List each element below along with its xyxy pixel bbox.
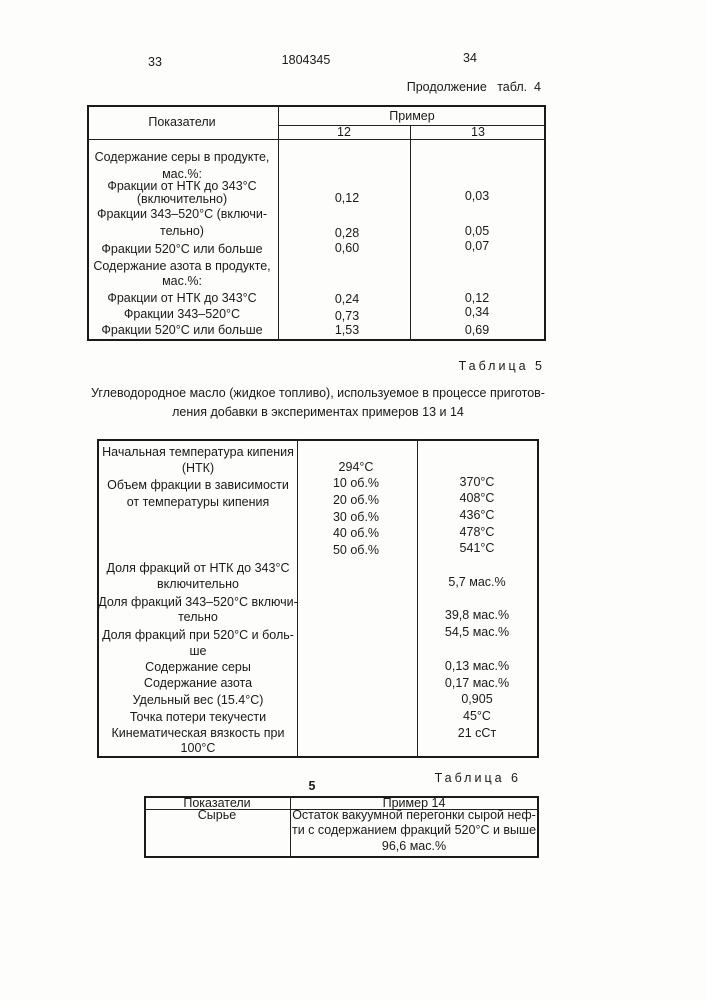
row-label: Точка потери текучести: [130, 710, 266, 724]
cell-value: 0,17 мас.%: [445, 676, 509, 690]
cell-value: 408°C: [460, 491, 495, 505]
cell-value: 0,07: [465, 239, 489, 253]
cell-value: Остаток вакуумной перегонки сырой неф-: [292, 808, 536, 822]
cell-value: 0,34: [465, 305, 489, 319]
row-label: Содержание серы в продукте,: [95, 150, 270, 164]
cell-value: 541°C: [460, 541, 495, 555]
cell-value: 10 об.%: [333, 476, 379, 490]
cell-value: 294°C: [339, 460, 374, 474]
row-label: Фракции 520°C или больше: [101, 242, 262, 256]
cell-value: 54,5 мас.%: [445, 625, 509, 639]
column-header-example: Пример: [389, 109, 434, 123]
row-label: мас.%:: [162, 167, 202, 181]
column-header-indicators: Показатели: [183, 796, 250, 810]
table5-title-line1: Углеводородное масло (жидкое топливо), используемое в процессе приготов-: [91, 386, 545, 400]
cell-value: 0,28: [335, 226, 359, 240]
cell-value: 50 об.%: [333, 543, 379, 557]
row-label: Фракции 343–520°C (включи-: [97, 207, 267, 221]
row-label: Фракции 520°C или больше: [101, 323, 262, 337]
table5-title-line2: ления добавки в экспериментах примеров 13 и 14: [172, 405, 464, 419]
cell-value: 45°C: [463, 709, 491, 723]
cell-value: 20 об.%: [333, 493, 379, 507]
cell-value: 96,6 мас.%: [382, 839, 446, 853]
row-label: 100°C: [181, 741, 216, 755]
table5-caption: Таблица 5: [459, 359, 545, 373]
row-label: мас.%:: [162, 274, 202, 288]
cell-value: ти с содержанием фракций 520°C и выше: [292, 823, 536, 837]
table4-continuation: Продолжение табл. 4: [407, 80, 541, 94]
cell-value: 478°C: [460, 525, 495, 539]
row-label: тельно): [160, 224, 204, 238]
cell-value: 1,53: [335, 323, 359, 337]
cell-value: 0,03: [465, 189, 489, 203]
cell-value: 0,13 мас.%: [445, 659, 509, 673]
row-label: тельно: [178, 610, 218, 624]
cell-value: 0,69: [465, 323, 489, 337]
cell-value: 370°C: [460, 475, 495, 489]
row-label: Содержание азота: [144, 676, 252, 690]
column-header-example-14: Пример 14: [383, 796, 446, 810]
row-label: Содержание серы: [145, 660, 251, 674]
column-header-indicators: Показатели: [148, 115, 215, 129]
cell-value: 0,24: [335, 292, 359, 306]
row-label: Удельный вес (15.4°C): [133, 693, 264, 707]
cell-value: 0,60: [335, 241, 359, 255]
page-number-left: 33: [148, 55, 162, 69]
margin-line-number: 5: [309, 779, 316, 793]
cell-value: 39,8 мас.%: [445, 608, 509, 622]
row-label: ше: [190, 644, 207, 658]
row-label: Фракции от НТК до 343°C: [107, 179, 256, 193]
row-label: Доля фракций от НТК до 343°C: [107, 561, 290, 575]
row-label: Объем фракции в зависимости: [107, 478, 289, 492]
row-label: (НТК): [182, 461, 214, 475]
row-label: (включительно): [137, 192, 227, 206]
row-label: Фракции 343–520°C: [124, 307, 240, 321]
row-label: Фракции от НТК до 343°C: [107, 291, 256, 305]
column-header-13: 13: [471, 125, 485, 139]
patent-number: 1804345: [282, 53, 331, 67]
cell-value: 5,7 мас.%: [448, 575, 505, 589]
cell-value: 21 сСт: [458, 726, 496, 740]
row-label: от температуры кипения: [127, 495, 270, 509]
cell-value: 0,05: [465, 224, 489, 238]
cell-value: 0,12: [465, 291, 489, 305]
cell-value: 30 об.%: [333, 510, 379, 524]
cell-value: 0,905: [461, 692, 492, 706]
row-label: включительно: [157, 577, 239, 591]
column-header-12: 12: [337, 125, 351, 139]
page-number-right: 34: [463, 51, 477, 65]
cell-value: 40 об.%: [333, 526, 379, 540]
row-label: Доля фракций 343–520°C включи-: [98, 595, 298, 609]
cell-value: 0,12: [335, 191, 359, 205]
row-label: Сырье: [198, 808, 236, 822]
row-label: Начальная температура кипения: [102, 445, 294, 459]
row-label: Кинематическая вязкость при: [112, 726, 285, 740]
row-label: Доля фракций при 520°C и боль-: [102, 628, 294, 642]
row-label: Содержание азота в продукте,: [93, 259, 270, 273]
patent-page: [0, 0, 707, 1000]
table6-caption: Таблица 6: [435, 771, 521, 785]
cell-value: 0,73: [335, 309, 359, 323]
cell-value: 436°C: [460, 508, 495, 522]
